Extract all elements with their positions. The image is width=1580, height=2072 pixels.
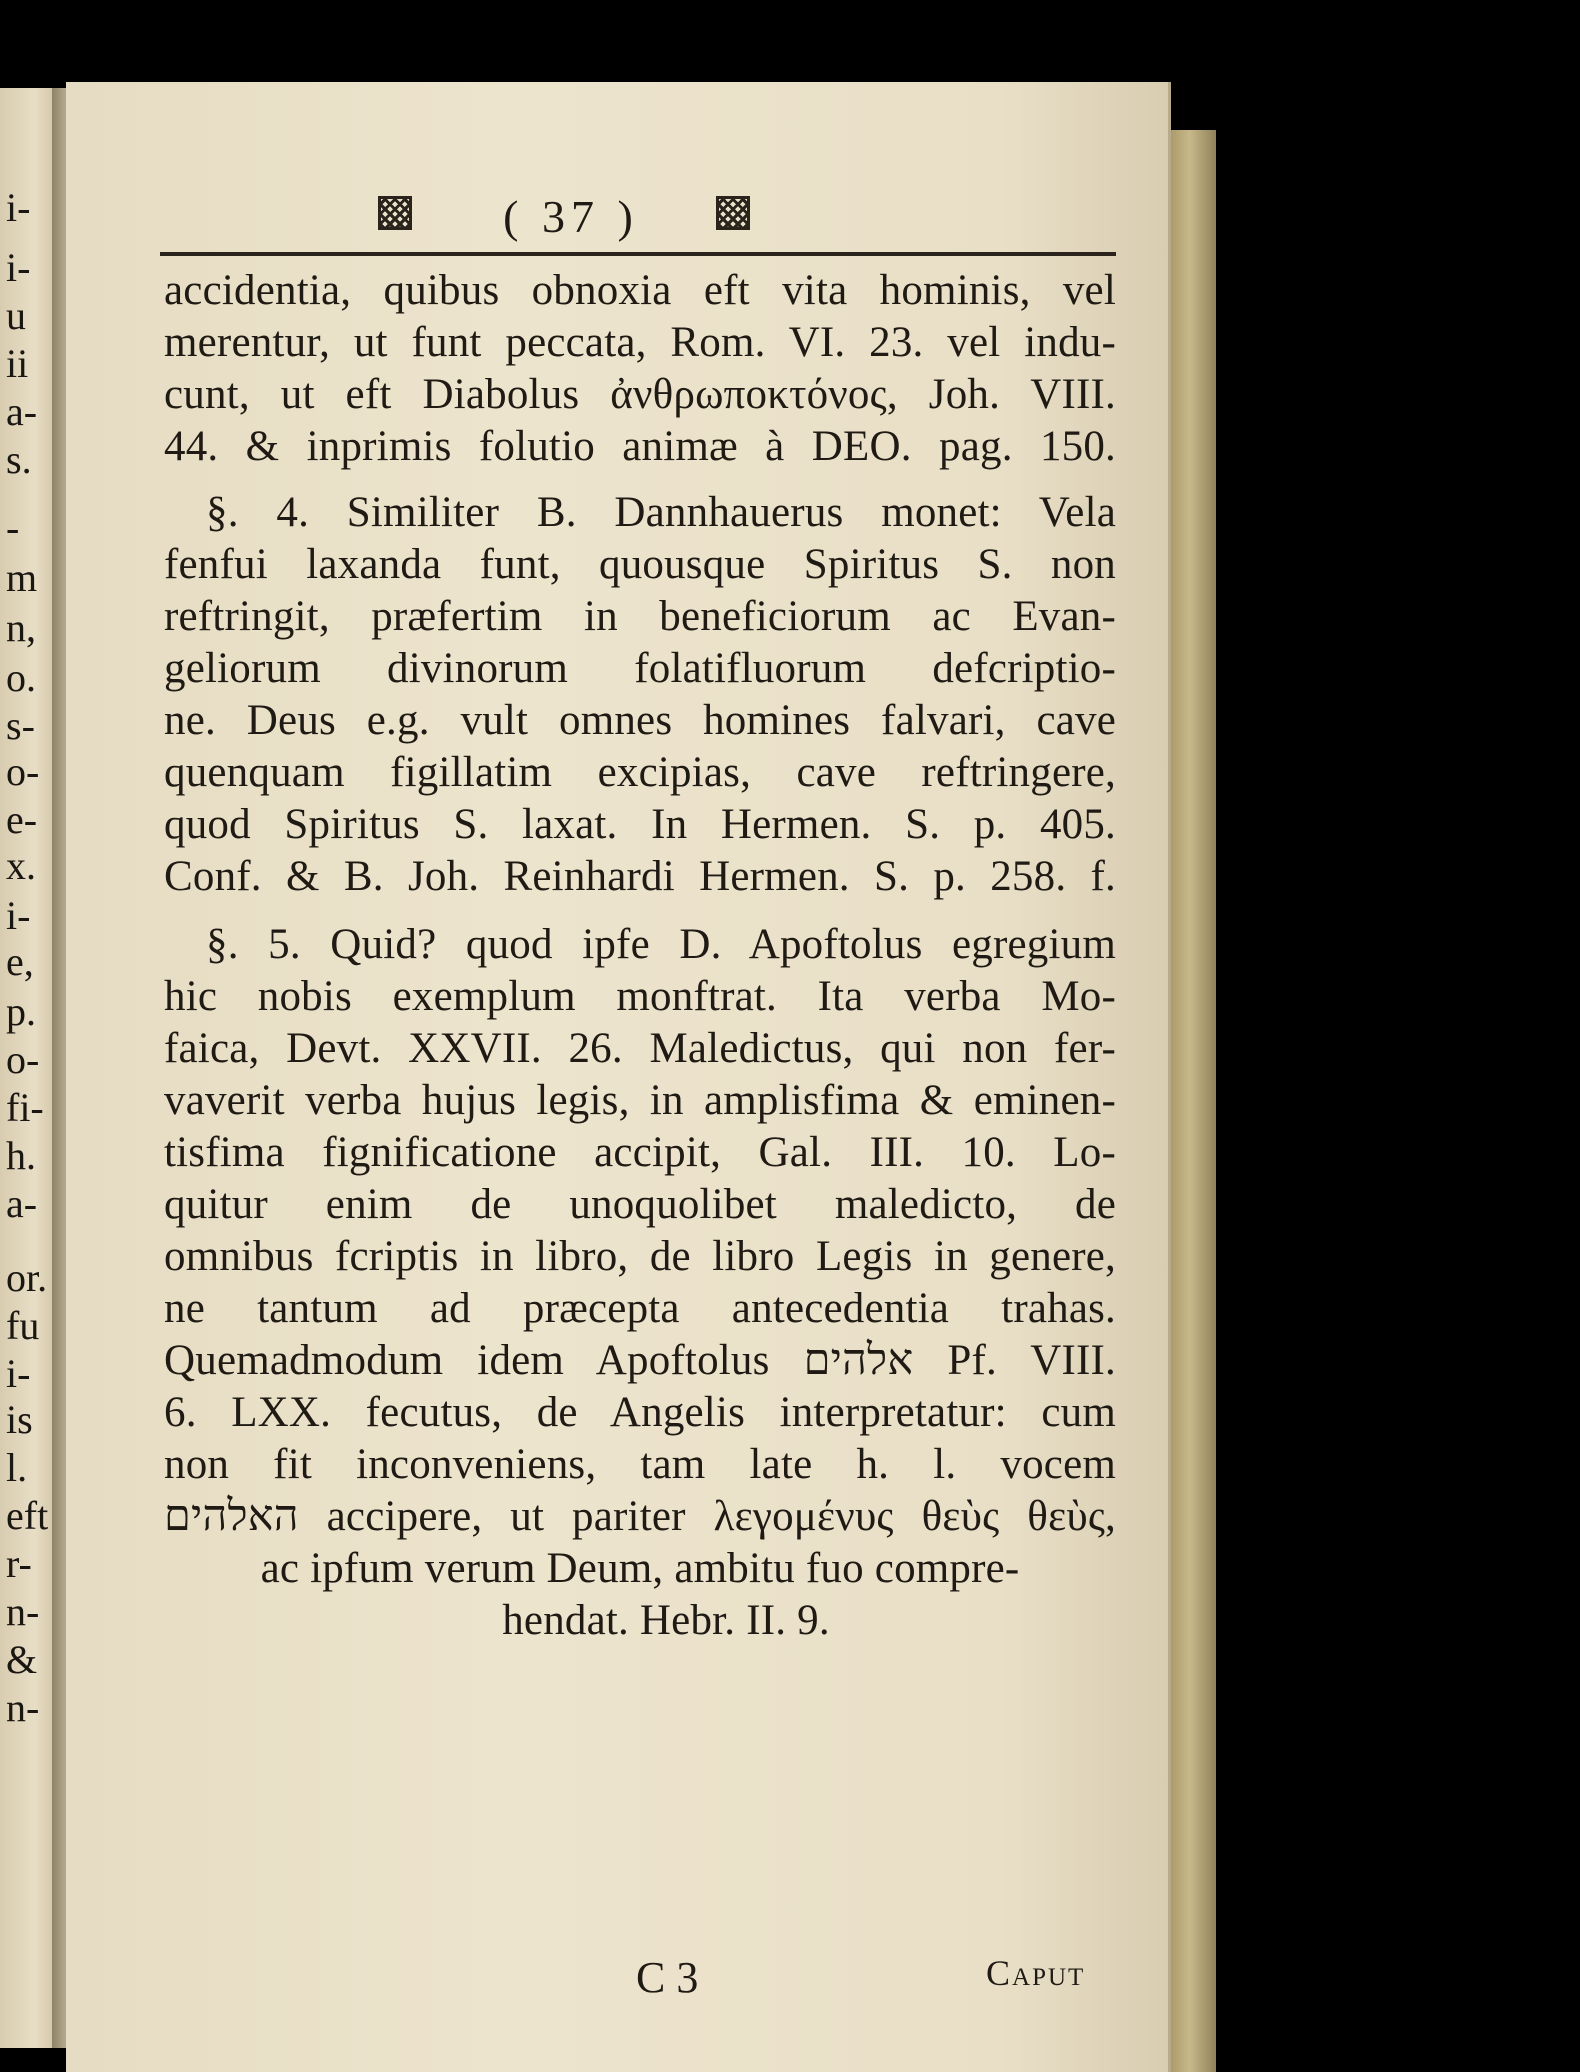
margin-fragment: p. [6,989,36,1034]
text-line: geliorum divinorum folatifluorum defcriptio- [164,645,1116,692]
margin-fragment: i- [6,245,31,290]
text-line: fenfui laxanda funt, quousque Spiritus S. non [164,541,1116,588]
margin-fragment: ii [6,341,29,386]
margin-fragment: i- [6,185,31,230]
margin-fragment: eft [6,1493,49,1538]
text-line: §. 4. Similiter B. Dannhauerus monet: Vela [206,489,1116,536]
margin-fragment: i- [6,893,31,938]
left-page-edge [0,88,58,2048]
margin-fragment: - [6,505,20,550]
text-line: reftringit, præfertim in beneficiorum ac Evan- [164,593,1116,640]
text-line: quod Spiritus S. laxat. In Hermen. S. p. 405. [164,801,1116,848]
margin-fragment: n- [6,1589,40,1634]
page-number: ( 37 ) [503,191,639,242]
margin-fragment: n- [6,1685,40,1730]
book-page [66,82,1171,2072]
margin-fragment: o- [6,1037,40,1082]
text-line: accidentia, quibus obnoxia eft vita hominis, vel [164,267,1116,314]
margin-fragment: a- [6,389,38,434]
text-line: cunt, ut eft Diabolus ἀνθρωποκτόνος, Joh. VIII. [164,371,1116,418]
margin-fragment: i- [6,1351,31,1396]
text-line: quenquam figillatim excipias, cave reftringere, [164,749,1116,796]
margin-fragment: r- [6,1541,32,1586]
margin-fragment: a- [6,1181,38,1226]
book-fore-edge [1168,130,1216,2072]
margin-fragment: e- [6,797,38,842]
text-line: האלהים accipere, ut pariter λεγομένυς θεὺς θεὺς, [164,1493,1116,1540]
text-line: Conf. & B. Joh. Reinhardi Hermen. S. p. 258. f. [164,853,1116,900]
text-line: quitur enim de unoquolibet maledicto, de [164,1181,1116,1228]
margin-fragment: o- [6,749,40,794]
margin-fragment: or. [6,1255,48,1300]
text-line: ac ipfum verum Deum, ambitu fuo compre- [260,1545,1020,1592]
margin-fragment: is [6,1397,33,1442]
margin-fragment: fi- [6,1085,44,1130]
margin-fragment: l. [6,1445,28,1490]
margin-fragment: u [6,293,26,338]
signature-mark: C 3 [636,1953,699,2002]
text-line: 6. LXX. fecutus, de Angelis interpretatur: cum [164,1389,1116,1436]
text-line: hendat. Hebr. II. 9. [502,1597,830,1644]
text-line: ne. Deus e.g. vult omnes homines falvari, cave [164,697,1116,744]
margin-fragment: s- [6,703,35,748]
text-line: 44. & inprimis folutio animæ à DEO. pag. 150. [164,423,1116,470]
catchword: Caput [986,1953,1086,1993]
margin-fragment: n, [6,605,36,650]
text-line: non fit inconveniens, tam late h. l. vocem [164,1441,1116,1488]
text-line: Quemadmodum idem Apoftolus אלהים Pf. VIII. [164,1337,1117,1384]
margin-fragment: x. [6,843,36,888]
margin-fragment: s. [6,437,32,482]
text-line: tisfima fignificatione accipit, Gal. III. 10. Lo- [164,1129,1116,1176]
text-line: vaverit verba hujus legis, in amplisfima & eminen- [164,1077,1116,1124]
margin-fragment: fu [6,1303,40,1348]
text-line: ne tantum ad præcepta antecedentia trahas. [164,1285,1116,1332]
text-line: faica, Devt. XXVII. 26. Maledictus, qui non fer- [164,1025,1116,1072]
margin-fragment: o. [6,655,36,700]
margin-fragment: h. [6,1133,36,1178]
text-line: hic nobis exemplum monftrat. Ita verba Mo- [164,973,1116,1020]
text-line: merentur, ut funt peccata, Rom. VI. 23. vel indu- [164,319,1116,366]
margin-fragment: & [6,1637,38,1682]
text-line: §. 5. Quid? quod ipfe D. Apoftolus egregium [206,921,1116,968]
margin-fragment: m [6,555,38,600]
margin-fragment: e, [6,939,34,984]
body-text [66,82,1168,2072]
text-line: omnibus fcriptis in libro, de libro Legis in genere, [164,1233,1116,1280]
